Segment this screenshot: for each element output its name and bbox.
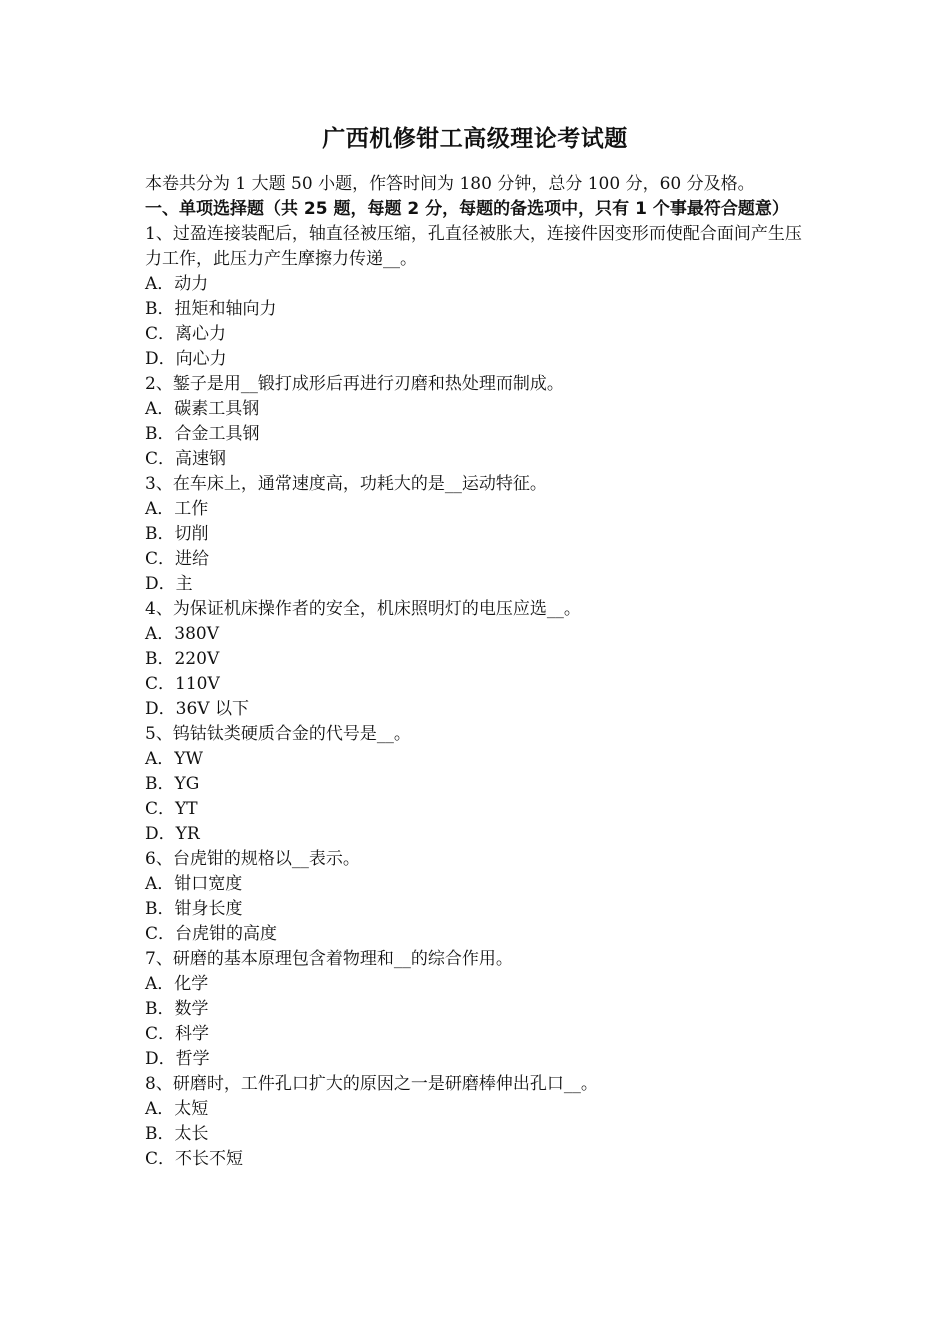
- document-body: [145, 172, 810, 1172]
- question-stem: 3、在车床上，通常速度高，功耗大的是__运动特征。: [145, 474, 547, 494]
- answer-option: D．哲学: [145, 1049, 210, 1069]
- question-stem: 6、台虎钳的规格以__表示。: [145, 849, 360, 869]
- answer-option: C．台虎钳的高度: [145, 924, 278, 944]
- question-item: [145, 372, 810, 472]
- question-stem: 7、研磨的基本原理包含着物理和__的综合作用。: [145, 949, 513, 969]
- answer-option: A．动力: [145, 274, 209, 294]
- answer-option: A．工作: [145, 499, 209, 519]
- question-stem: 8、研磨时，工件孔口扩大的原因之一是研磨棒伸出孔口__。: [145, 1074, 598, 1094]
- answer-option: A．钳口宽度: [145, 874, 243, 894]
- question-item: [145, 472, 810, 597]
- question-item: [145, 847, 810, 947]
- answer-option: B．扭矩和轴向力: [145, 299, 277, 319]
- answer-option: D．向心力: [145, 349, 227, 369]
- answer-option: D．主: [145, 574, 193, 594]
- answer-option: A．碳素工具钢: [145, 399, 260, 419]
- answer-option: D．YR: [145, 824, 200, 844]
- exam-intro: 本卷共分为 1 大题 50 小题，作答时间为 180 分钟，总分 100 分，60 分及格。: [145, 174, 755, 194]
- section-heading: 一、单项选择题（共 25 题，每题 2 分，每题的备选项中，只有 1 个事最符合题意）: [145, 199, 789, 219]
- question-list: [145, 222, 810, 1172]
- answer-option: C．离心力: [145, 324, 227, 344]
- answer-option: A．太短: [145, 1099, 209, 1119]
- answer-option: B．220V: [145, 649, 220, 669]
- answer-option: B．合金工具钢: [145, 424, 260, 444]
- answer-option: B．切削: [145, 524, 209, 544]
- question-stem: 2、錾子是用__锻打成形后再进行刃磨和热处理而制成。: [145, 374, 564, 394]
- answer-option: C．YT: [145, 799, 198, 819]
- answer-option: C．110V: [145, 674, 220, 694]
- answer-option: B．太长: [145, 1124, 209, 1144]
- question-stem: 5、钨钴钛类硬质合金的代号是__。: [145, 724, 411, 744]
- answer-option: C．高速钢: [145, 449, 227, 469]
- answer-option: B．钳身长度: [145, 899, 243, 919]
- answer-option: A．380V: [145, 624, 220, 644]
- question-stem: 4、为保证机床操作者的安全，机床照明灯的电压应选__。: [145, 599, 581, 619]
- answer-option: C．不长不短: [145, 1149, 244, 1169]
- answer-option: A．YW: [145, 749, 203, 769]
- question-item: [145, 1072, 810, 1172]
- answer-option: D．36V 以下: [145, 699, 249, 719]
- document-title: 广西机修钳工高级理论考试题: [322, 126, 628, 152]
- question-stem: 1、过盈连接装配后，轴直径被压缩，孔直径被胀大，连接件因变形而使配合面间产生压力工作，此压力产生摩擦力传递__。: [145, 224, 802, 269]
- question-item: [145, 222, 810, 372]
- answer-option: B．数学: [145, 999, 209, 1019]
- question-item: [145, 722, 810, 847]
- answer-option: C．进给: [145, 549, 210, 569]
- question-item: [145, 947, 810, 1072]
- question-item: [145, 597, 810, 722]
- answer-option: A．化学: [145, 974, 209, 994]
- answer-option: C．科学: [145, 1024, 210, 1044]
- answer-option: B．YG: [145, 774, 200, 794]
